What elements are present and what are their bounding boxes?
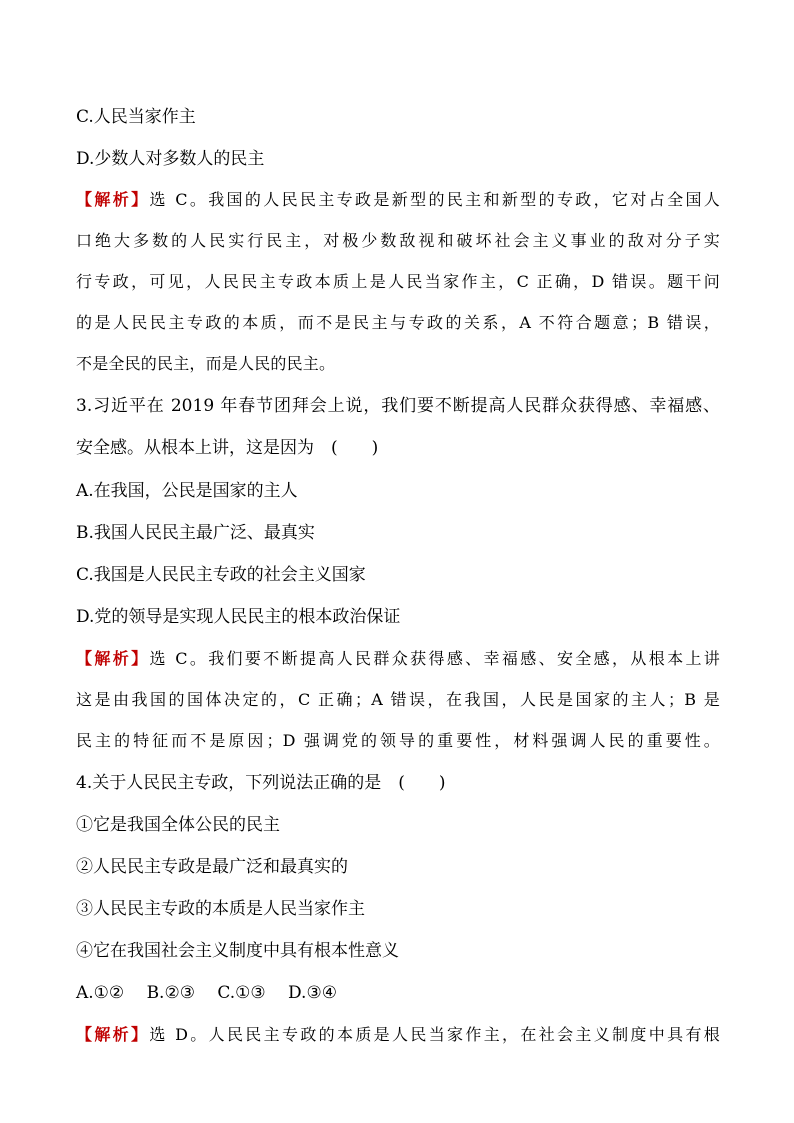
q3-explanation-line-1 (76, 648, 720, 670)
q3-explanation-line-2: 这是由我国的国体决定的，C 正确；A 错误，在我国，人民是国家的主人；B 是 (76, 690, 720, 709)
explanation-tag: 【解析】 (76, 190, 150, 209)
q2-explanation-line-2: 口绝大多数的人民实行民主，对极少数敌视和破坏社会主义事业的敌对分子实 (76, 231, 720, 250)
explanation-text: 选 C。我们要不断提高人民群众获得感、幸福感、安全感，从根本上讲 (149, 649, 720, 668)
q2-option-c: C.人民当家作主 (76, 107, 196, 127)
q2-explanation-line-4: 的是人民民主专政的本质，而不是民主与专政的关系，A 不符合题意；B 错误， (76, 313, 720, 332)
q4-item-2: ②人民民主专政是最广泛和最真实的 (76, 857, 348, 877)
q4-item-4: ④它在我国社会主义制度中具有根本性意义 (76, 941, 399, 961)
explanation-text: 选 D。人民民主专政的本质是人民当家作主，在社会主义制度中具有根 (149, 1025, 720, 1044)
q3-option-b: B.我国人民民主最广泛、最真实 (76, 523, 315, 543)
q3-stem-line-2: 安全感。从根本上讲，这是因为 ( ) (76, 438, 379, 458)
q3-explanation-line-3: 民主的特征而不是原因；D 强调党的领导的重要性，材料强调人民的重要性。 (76, 731, 720, 750)
q4-choices: A.①② B.②③ C.①③ D.③④ (76, 983, 337, 1003)
q3-option-c: C.我国是人民民主专政的社会主义国家 (76, 565, 366, 585)
q2-explanation-line-1 (76, 189, 720, 211)
q2-explanation-line-5: 不是全民的民主，而是人民的民主。 (76, 354, 336, 373)
q3-option-d: D.党的领导是实现人民民主的根本政治保证 (76, 607, 401, 627)
explanation-tag: 【解析】 (76, 649, 150, 668)
q4-stem: 4.关于人民民主专政，下列说法正确的是 ( ) (76, 773, 446, 793)
q3-option-a: A.在我国，公民是国家的主人 (76, 481, 298, 501)
q2-option-d: D.少数人对多数人的民主 (76, 149, 265, 169)
q4-item-1: ①它是我国全体公民的民主 (76, 815, 280, 835)
q3-stem-line-1: 3.习近平在 2019 年春节团拜会上说，我们要不断提高人民群众获得感、幸福感、 (76, 396, 720, 416)
q4-explanation-line-1 (76, 1024, 720, 1046)
explanation-tag: 【解析】 (76, 1025, 150, 1044)
explanation-text: 选 C。我国的人民民主专政是新型的民主和新型的专政，它对占全国人 (149, 190, 720, 209)
q2-explanation-line-3: 行专政，可见，人民民主专政本质上是人民当家作主，C 正确，D 错误。题干问 (76, 272, 720, 291)
q4-item-3: ③人民民主专政的本质是人民当家作主 (76, 899, 365, 919)
